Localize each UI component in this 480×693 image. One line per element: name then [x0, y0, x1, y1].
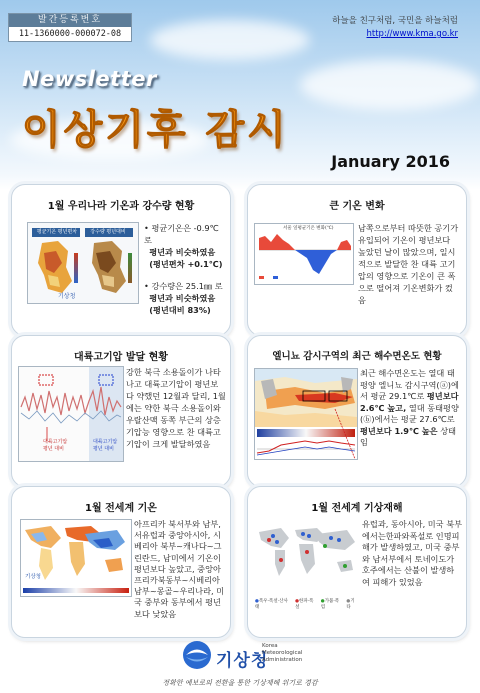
temp-anomaly-chart [255, 224, 353, 284]
card-title: 1월 전세계 기상재해 [311, 503, 403, 514]
precip-value-text: 강수량은 25.1㎜ 로 [151, 281, 223, 291]
card-title: 1월 우리나라 기온과 강수량 현황 [47, 201, 195, 212]
korea-bullet-temp: • 평균기온은 -0.9℃로 평년과 비슷하였음 (평년편차 +0.1℃) [144, 223, 223, 269]
korea-maps-figure [27, 222, 139, 304]
kma-url-link[interactable]: http://www.kma.go.kr [366, 29, 458, 39]
nino-text-part2: 열대 동태평양(ⓑ)에서는 평균 27.6℃로 [360, 402, 459, 424]
nino-text-part1: 최근 해수면온도는 열대 태평양 엘니뇨 감시구역(ⓐ)에서 평균 29.1℃로 [360, 368, 459, 401]
disaster-world-map [255, 520, 359, 596]
kma-logo-icon [182, 640, 212, 670]
legend-item: ●기타 [346, 599, 355, 610]
temp-anomaly: (평년편차 +0.1℃) [149, 259, 223, 269]
card-title: 큰 기온 변화 [329, 201, 385, 212]
nino-text-part3: 상태임 [360, 425, 457, 447]
nino-bold-part1: 평년보다 2.6℃ 높고, [360, 391, 459, 413]
korea-bullet-precip: • 강수량은 25.1㎜ 로 평년과 비슷하였음 (평년대비 83%) [144, 281, 223, 315]
temp-value-text: 평균기온은 -0.9℃로 [144, 223, 219, 245]
page-title: 이상기후 감시 [22, 107, 289, 153]
map1-label: 평균기온 평년편차 [36, 229, 78, 235]
high-chart-label1b: 대륙고기압 [93, 439, 118, 445]
nino-bold-part2: 평년보다 1.9℃ 높은 [360, 425, 438, 436]
kma-logo-small: 기상청 [25, 574, 41, 580]
global-temp-text: 아프리카 북서부와 남부, 서유럽과 중앙아시아, 시베리아 북부~캐나다~그린란드, 남미에서 기온이 평년보다 높았고, 중앙아프리카북동부~시베리아 남부~몽골~우리나라, 미국 중부와 동부에서 평년보다 낮았음 [134, 519, 225, 619]
footer-motto: 정확한 예보로의 전환을 통한 기상재해 위기로 경감 [162, 679, 318, 687]
disaster-legend [255, 598, 359, 610]
disaster-map-figure [254, 519, 360, 611]
slogan-block [332, 15, 458, 41]
sst-map-figure [254, 368, 358, 460]
temp-conclusion: 평년과 비슷하였음 [149, 247, 216, 257]
map2-label: 강수량 평년대비 [90, 229, 126, 235]
agency-en-line2: Meteorological [262, 650, 303, 656]
cloud-decoration [300, 60, 480, 110]
card-temperature-change [247, 184, 467, 336]
precip-ratio: (평년대비 83%) [149, 305, 211, 315]
card-el-nino [247, 335, 467, 487]
slogan-text: 하늘을 친구처럼, 국민을 하늘처럼 [332, 16, 458, 26]
continental-high-text: 강한 북극 소용돌이가 나타나고 대륙고기압이 평년보다 약했던 12월과 달리, 1월에는 약한 북극 소용돌이와 우랄산맥 동쪽 부근의 상층기압능 영향으로 찬 대륙고기압이 크게 발달하였음 [126, 367, 226, 449]
agency-en-line3: Administration [262, 657, 303, 663]
temp-chart-caption: 서울 일평균기온 변화(℃) [283, 226, 334, 231]
card-title: 1월 전세계 기온 [85, 503, 157, 514]
agency-name-english [262, 643, 302, 664]
korea-summary [144, 222, 226, 316]
el-nino-text [360, 368, 462, 449]
card-title: 대륙고기압 발달 현황 [74, 352, 168, 363]
high-chart-label2: 평년 대비 [43, 446, 64, 452]
legend-item: ●폭우·폭설·산사태 [255, 599, 288, 610]
registration-box [8, 13, 132, 42]
high-chart-label1: 대륙고기압 [43, 439, 68, 445]
card-continental-high [11, 335, 231, 487]
precip-conclusion: 평년과 비슷하였음 [149, 293, 216, 303]
kma-logo-small: 기상청 [58, 293, 76, 300]
high-chart-label2b: 평년 대비 [93, 446, 114, 452]
issue-date: January 2016 [331, 152, 450, 171]
sst-anomaly-map [255, 369, 357, 459]
legend-item: ●한파·폭설 [295, 599, 314, 610]
newsletter-label: Newsletter [22, 67, 157, 91]
legend-item: ●가뭄·폭염 [320, 599, 340, 610]
global-disaster-text: 유럽과, 동아시아, 미국 북부에서는한파와폭설로 인명피해가 발생하였고, 미국 중부와 남서부에서 토네이도가 호주에서는 산불이 발생하여 피해가 있었음 [362, 519, 463, 587]
card-global-disasters [247, 486, 467, 638]
global-temp-map [21, 520, 131, 596]
card-global-temperature [11, 486, 231, 638]
agency-en-line1: Korea [262, 643, 278, 649]
agency-name: 기상청 [216, 651, 269, 671]
card-korea-climate [11, 184, 231, 336]
registration-number: 11-1360000-000072-08 [18, 29, 122, 39]
high-pressure-chart-figure [18, 366, 124, 462]
cloud-decoration [150, 20, 310, 60]
registration-label: 발간등록번호 [9, 14, 131, 27]
global-temp-map-figure [20, 519, 132, 597]
temp-chart-figure [254, 223, 354, 285]
card-title: 엘니뇨 감시구역의 최근 해수면온도 현황 [272, 351, 442, 362]
temp-change-text: 남쪽으로부터 따뜻한 공기가 유입되어 기온이 평년보다 높았던 날이 많았으며, 일시적으로 발달한 찬 대륙 고기압의 영향으로 기온이 큰 폭으로 떨어져 기온변화가 컸음 [358, 223, 459, 305]
